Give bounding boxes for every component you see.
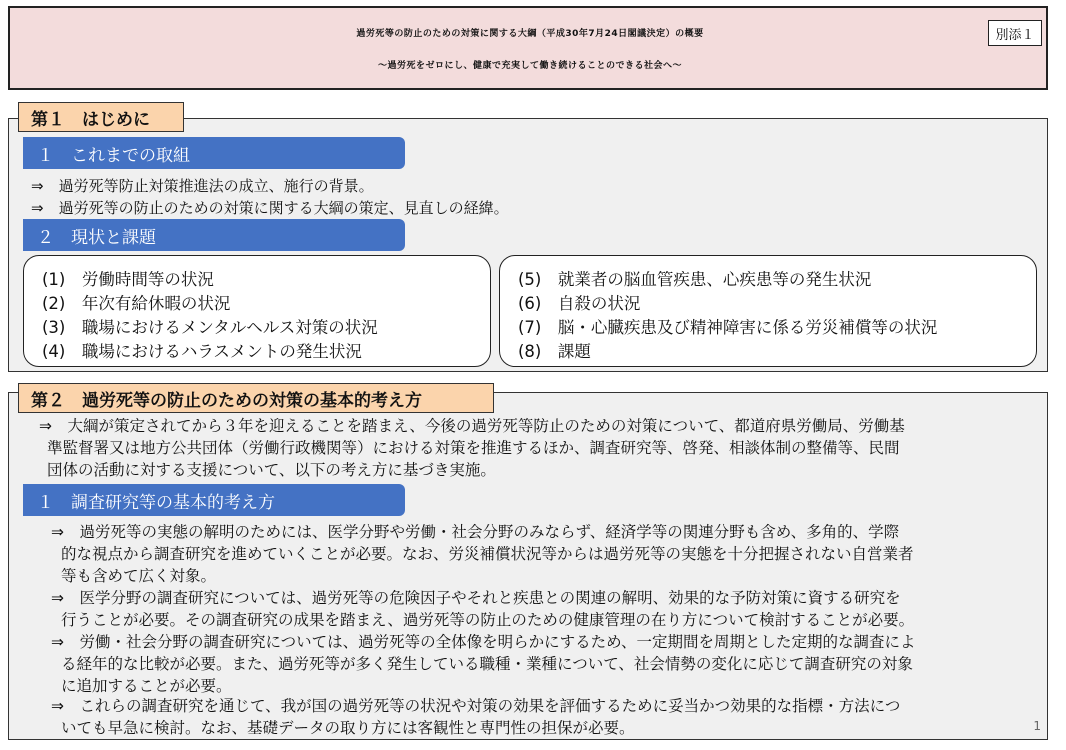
past-efforts-line-1: ⇒ 過労死等防止対策推進法の成立、施行の背景。	[31, 177, 374, 195]
section-basic-approach-heading: 第２ 過労死等の防止のための対策の基本的考え方	[18, 383, 494, 413]
page-title: 過労死等の防止のための対策に関する大綱（平成30年7月24日閣議決定）の概要	[356, 29, 704, 39]
paragraph-line: ⇒ 過労死等の実態の解明のためには、医学分野や労働・社会分野のみならず、経済学等の関連分野も含め、多角的、学際	[51, 523, 900, 541]
research-paragraph-3	[51, 631, 916, 697]
research-paragraph-2	[51, 587, 914, 631]
status-list-right	[499, 255, 1037, 367]
title-box	[8, 6, 1048, 90]
attachment-label: 別添１	[988, 20, 1042, 46]
paragraph-line: る経年的な比較が必要。また、過労死等が多く発生している職種・業種について、社会情勢の変化に応じて調査研究の対象	[61, 655, 913, 673]
past-efforts-line-2: ⇒ 過労死等の防止のための対策に関する大綱の策定、見直しの経緯。	[31, 199, 509, 217]
list-item: (6) 自殺の状況	[518, 294, 641, 313]
list-item: (7) 脳・心臓疾患及び精神障害に係る労災補償等の状況	[518, 318, 938, 337]
page-subtitle: ～過労死をゼロにし、健康で充実して働き続けることのできる社会へ～	[377, 61, 682, 71]
paragraph-line: 的な視点から調査研究を進めていくことが必要。なお、労災補償状況等からは過労死等の実態を十分把握されない自営業者	[61, 545, 914, 563]
list-item: (8) 課題	[518, 342, 591, 361]
section-basic-approach	[8, 392, 1048, 740]
paragraph-line: 行うことが必要。その調査研究の成果を踏まえ、過労死等の防止のための健康管理の在り方について検討することが必要。	[61, 611, 915, 629]
page-number: 1	[1033, 719, 1041, 733]
intro-line-2: 準監督署又は地方公共団体（労働行政機関等）における対策を推進するほか、調査研究等、啓発、相談体制の整備等、民間	[47, 439, 900, 457]
paragraph-line: いても早急に検討。なお、基礎データの取り方には客観性と専門性の担保が必要。	[61, 719, 635, 737]
list-item: (1) 労働時間等の状況	[42, 270, 214, 289]
paragraph-line: に追加することが必要。	[61, 677, 232, 695]
research-paragraph-4	[51, 695, 900, 739]
section-introduction-heading: 第１ はじめに	[18, 102, 184, 132]
list-item: (2) 年次有給休暇の状況	[42, 294, 231, 313]
paragraph-line: 等も含めて広く対象。	[61, 567, 217, 585]
intro-line-3: 団体の活動に対する支援について、以下の考え方に基づき実施。	[47, 461, 496, 479]
paragraph-line: ⇒ 医学分野の調査研究については、過労死等の危険因子やそれと疾患との関連の解明、効果的な予防対策に資する研究を	[51, 589, 901, 607]
paragraph-line: ⇒ これらの調査研究を通じて、我が国の過労死等の状況や対策の効果を評価するために妥当かつ効果的な指標・方法につ	[51, 697, 901, 715]
status-list-left	[23, 255, 491, 367]
research-paragraph-1	[51, 521, 914, 587]
list-item: (4) 職場におけるハラスメントの発生状況	[42, 342, 362, 361]
subsection-status-issues-heading: ２ 現状と課題	[23, 219, 405, 251]
section-introduction	[8, 118, 1048, 372]
list-item: (5) 就業者の脳血管疾患、心疾患等の発生状況	[518, 270, 872, 289]
intro-paragraph	[39, 415, 905, 481]
subsection-research-heading: １ 調査研究等の基本的考え方	[23, 484, 405, 516]
subsection-past-efforts-heading: １ これまでの取組	[23, 137, 405, 169]
list-item: (3) 職場におけるメンタルヘルス対策の状況	[42, 318, 378, 337]
paragraph-line: ⇒ 労働・社会分野の調査研究については、過労死等の全体像を明らかにするため、一定期間を周期とした定期的な調査によ	[51, 633, 916, 651]
intro-line-1: ⇒ 大綱が策定されてから３年を迎えることを踏まえ、今後の過労死等防止のための対策について、都道府県労働局、労働基	[39, 417, 905, 435]
